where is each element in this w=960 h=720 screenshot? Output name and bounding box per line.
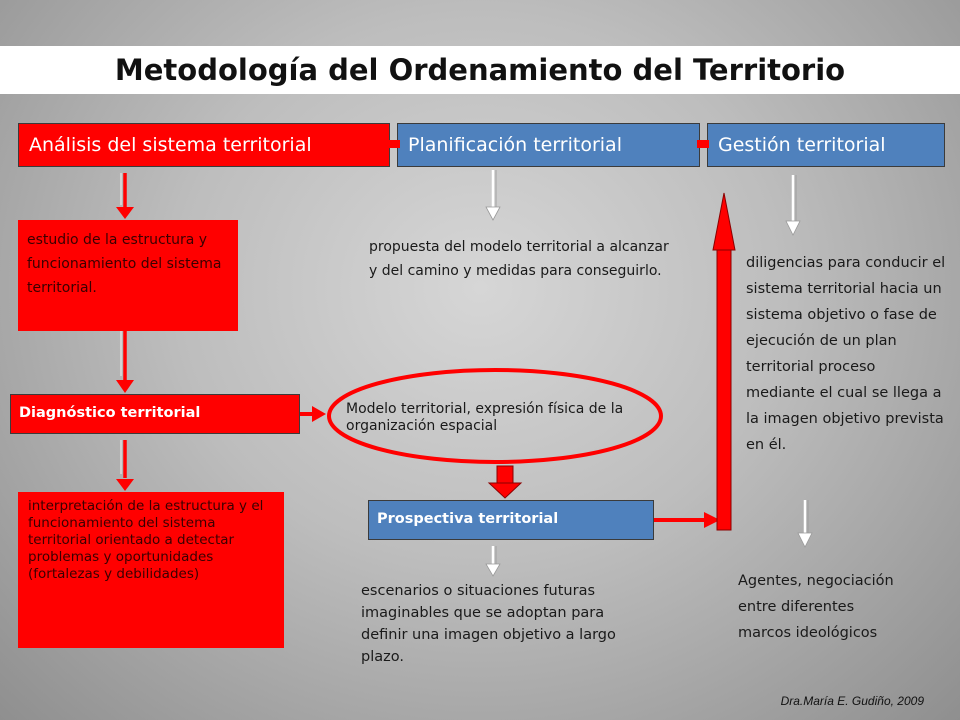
- connector-analysis-to-planning-icon: [388, 140, 400, 148]
- down-arrow-analysis-icon: [116, 173, 134, 219]
- down-arrow-to-diagnosis-icon: [116, 331, 134, 393]
- analysis-description: estudio de la estructura y funcionamiento del sistema territorial.: [27, 232, 222, 296]
- territorial-model-ellipse: [329, 370, 661, 462]
- down-arrow-management-icon: [786, 175, 800, 235]
- prospective-label: Prospectiva territorial: [377, 511, 559, 527]
- territorial-model-text: Modelo territorial, expresión física de la organización espacial: [346, 401, 624, 434]
- up-arrow-to-management-icon: [713, 193, 735, 530]
- page-title: Metodología del Ordenamiento del Territorio: [114, 53, 846, 87]
- planning-description: propuesta del modelo territorial a alcanzar y del camino y medidas para conseguirlo.: [369, 239, 669, 279]
- connector-planning-to-management-icon: [697, 140, 709, 148]
- planning-stage-label: Planificación territorial: [408, 134, 622, 156]
- diagnosis-description: interpretación de la estructura y el funcionamiento del sistema territorial orientado a detectar problemas y oportunidades (fortalezas y debilidades): [28, 498, 264, 582]
- right-arrow-diagnosis-to-model-icon: [300, 406, 326, 422]
- agents-text: Agentes, negociación entre diferentes marcos ideológicos: [738, 573, 894, 641]
- management-description: diligencias para conducir el sistema territorial hacia un sistema objetivo o fase de ejecución de un plan territorial proceso mediante el cual se llega a la imagen objetivo prevista en él.: [746, 255, 946, 453]
- down-arrow-agents-icon: [798, 500, 812, 547]
- author-credit: Dra.María E. Gudiño, 2009: [780, 694, 924, 708]
- down-arrow-planning-icon: [486, 170, 500, 220]
- down-arrow-diagnosis-desc-icon: [116, 440, 134, 491]
- diagnosis-label: Diagnóstico territorial: [19, 405, 201, 421]
- down-arrow-model-to-prospective-icon: [489, 466, 521, 498]
- management-stage-label: Gestión territorial: [718, 134, 886, 156]
- down-arrow-prospective-icon: [486, 546, 500, 576]
- right-arrow-prospective-to-management-icon: [654, 512, 720, 528]
- analysis-stage-label: Análisis del sistema territorial: [29, 134, 312, 156]
- prospective-description: escenarios o situaciones futuras imaginables que se adoptan para definir una imagen objetivo a largo plazo.: [361, 583, 616, 665]
